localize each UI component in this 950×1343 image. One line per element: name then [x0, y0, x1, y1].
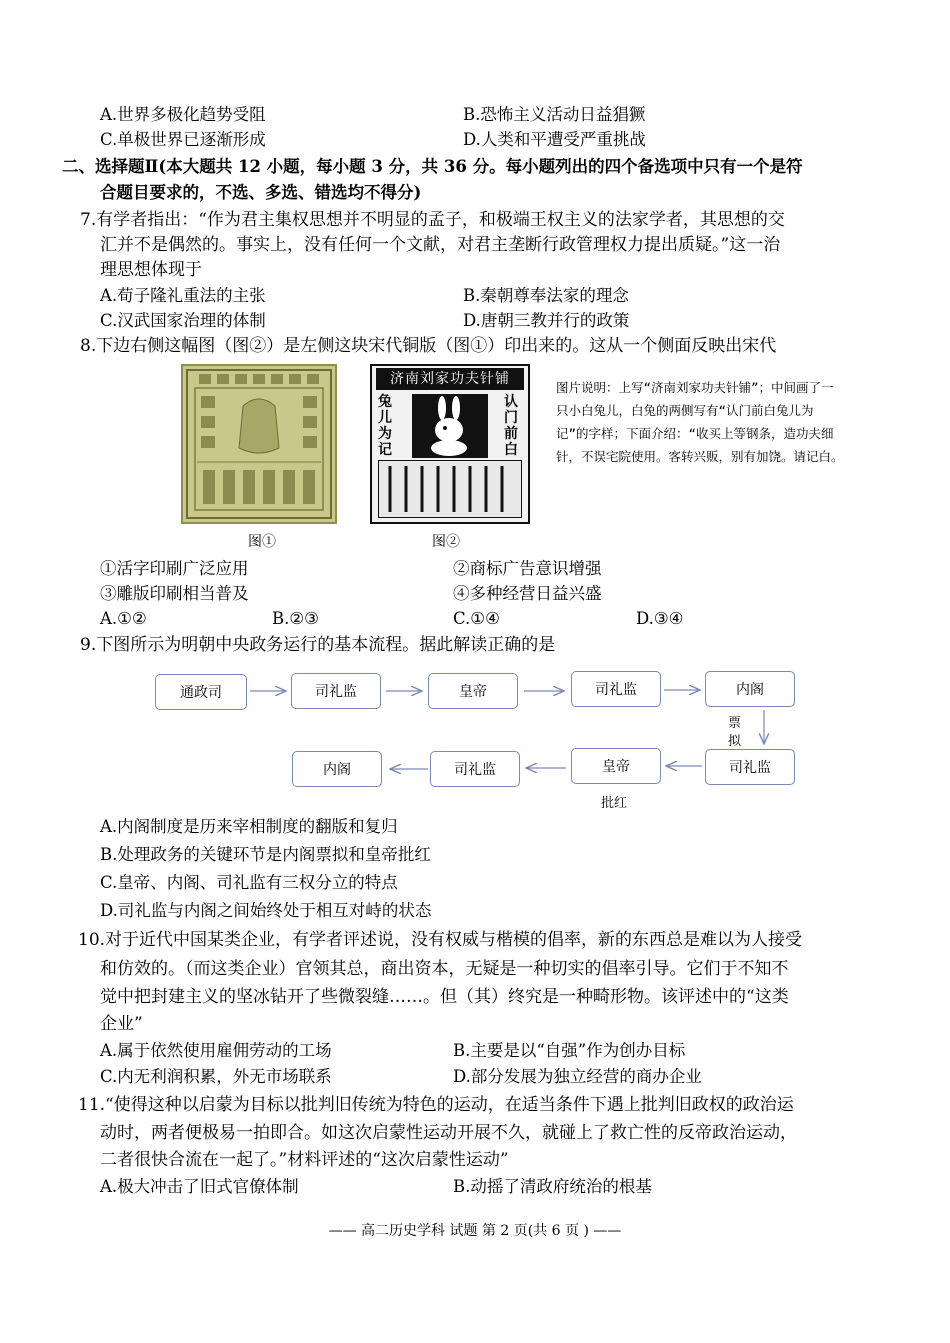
q6-option-d: D.人类和平遭受严重挑战	[463, 130, 646, 149]
figure-description: 图片说明：上写“济南刘家功夫针铺”；中间画了一只小白兔儿，白兔的两侧写有“认门前白兔儿为记”的字样；下面介绍：“收买上等钢条，造功夫细针，不误宅院使用。客转兴贩，别有加饶。请记白。	[556, 380, 844, 464]
flow-label-ni: 拟	[728, 734, 742, 749]
q6-option-b: B.恐怖主义活动日益猖獗	[463, 105, 646, 124]
flow-box-silijian-1: 司礼监	[291, 673, 381, 709]
q9-option-a: A.内阁制度是历来宰相制度的翻版和复归	[100, 817, 398, 836]
q9-option-b: B.处理政务的关键环节是内阁票拟和皇帝批红	[100, 845, 431, 864]
flow-box-emperor-1: 皇帝	[428, 673, 518, 709]
q11-option-b: B.动摇了清政府统治的根基	[453, 1177, 652, 1196]
q9-stem: 9.下图所示为明朝中央政务运行的基本流程。据此解读正确的是	[80, 635, 556, 655]
q7-option-b: B.秦朝尊奉法家的理念	[463, 286, 629, 305]
q9-option-c: C.皇帝、内阁、司礼监有三权分立的特点	[100, 873, 398, 892]
flow-box-neige-1: 内阁	[705, 671, 795, 707]
q7-stem-line2: 汇并不是偶然的。事实上，没有任何一个文献，对君主垄断行政管理权力提出质疑。”这一治	[100, 235, 781, 255]
q10-option-c: C.内无利润积累，外无市场联系	[100, 1067, 332, 1086]
q9-option-d: D.司礼监与内阁之间始终处于相互对峙的状态	[100, 901, 432, 920]
q8-statement-1: ①活字印刷广泛应用	[100, 559, 249, 578]
q7-stem-line1: 7.有学者指出：“作为君主集权思想并不明显的孟子，和极端王权主义的法家学者，其思想的交	[80, 210, 785, 230]
q7-stem-line3: 理思想体现于	[100, 260, 202, 280]
q7-option-a: A.荀子隆礼重法的主张	[100, 286, 266, 305]
flow-box-neige-2: 内阁	[292, 751, 382, 787]
q10-stem-line3: 觉中把封建主义的坚冰钻开了些微裂缝……。但（其）终究是一种畸形物。该评述中的“这类	[100, 987, 789, 1007]
flow-box-silijian-2: 司礼监	[571, 671, 661, 707]
flow-label-pihong: 批红	[601, 796, 628, 811]
q11-option-a: A.极大冲击了旧式官僚体制	[100, 1177, 299, 1196]
flow-box-tongzhengsi: 通政司	[155, 674, 247, 710]
q10-stem-line1: 10.对于近代中国某类企业，有学者评述说，没有权威与楷模的倡率，新的东西总是难以为人接受	[78, 930, 803, 950]
q11-stem-line2: 动时，两者便极易一拍即合。如这次启蒙性运动开展不久，就碰上了救亡性的反帝政治运动，	[100, 1123, 797, 1143]
q11-stem-line3: 二者很快合流在一起了。”材料评述的“这次启蒙性运动”	[100, 1150, 509, 1170]
q7-option-d: D.唐朝三教并行的政策	[463, 311, 630, 330]
page-footer: —— 高二历史学科 试题 第 2 页(共 6 页 ) ——	[328, 1223, 622, 1239]
figure-2-caption: 图②	[432, 534, 460, 550]
printed-ad-left-text: 兔儿为记	[378, 394, 392, 458]
q8-statement-2: ②商标广告意识增强	[453, 559, 602, 578]
printed-ad-right-text: 认门前白	[504, 394, 518, 458]
q7-option-c: C.汉武国家治理的体制	[100, 311, 266, 330]
q8-statement-4: ④多种经营日益兴盛	[453, 584, 602, 603]
flow-box-silijian-4: 司礼监	[430, 751, 520, 787]
q8-statement-3: ③雕版印刷相当普及	[100, 584, 249, 603]
flow-box-silijian-3: 司礼监	[705, 749, 795, 785]
q8-option-d: D.③④	[636, 609, 684, 628]
printed-ad-title: 济南刘家功夫针铺	[376, 368, 524, 390]
section-2-heading-cont: 合题目要求的，不选、多选、错选均不得分)	[100, 183, 422, 202]
q11-stem-line1: 11.“使得这种以启蒙为目标以批判旧传统为特色的运动，在适当条件下遇上批判旧政权的政治运	[78, 1095, 794, 1115]
q8-option-c: C.①④	[453, 609, 500, 628]
q6-option-c: C.单极世界已逐渐形成	[100, 130, 266, 149]
q6-option-a: A.世界多极化趋势受阻	[100, 105, 266, 124]
q10-option-d: D.部分发展为独立经营的商办企业	[453, 1067, 702, 1086]
q8-stem: 8.下边右侧这幅图（图②）是左侧这块宋代铜版（图①）印出来的。这从一个侧面反映出宋代	[80, 336, 777, 356]
section-2-heading: 二、选择题Ⅱ(本大题共 12 小题，每小题 3 分，共 36 分。每小题列出的四个备选项中只有一个是符	[62, 157, 803, 176]
q10-stem-line2: 和仿效的。（而这类企业）官领其总，商出资本，无疑是一种切实的倡率引导。它们于不知不	[100, 959, 789, 979]
flow-label-piao: 票	[728, 716, 742, 731]
q10-option-a: A.属于依然使用雇佣劳动的工场	[100, 1041, 332, 1060]
q10-stem-line4: 企业”	[100, 1014, 143, 1034]
q8-option-b: B.②③	[272, 609, 319, 628]
figure-1-caption: 图①	[248, 534, 276, 550]
q8-option-a: A.①②	[100, 609, 147, 628]
q10-option-b: B.主要是以“自强”作为创办目标	[453, 1041, 686, 1060]
flow-box-emperor-2: 皇帝	[571, 748, 661, 784]
